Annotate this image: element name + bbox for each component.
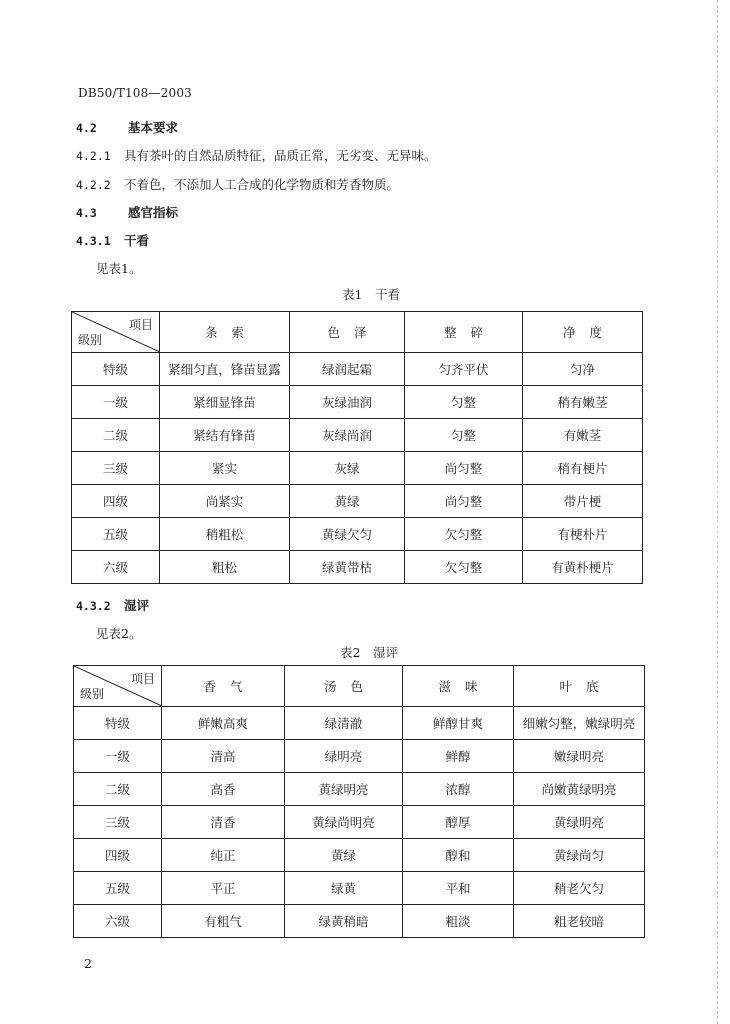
table-cell: 匀整 — [405, 419, 523, 452]
section-title: 湿评 — [124, 598, 150, 613]
section-title: 基本要求 — [128, 120, 179, 135]
grade-cell: 五级 — [74, 872, 162, 905]
table-cell: 嫩绿明亮 — [514, 740, 645, 773]
table-row — [72, 551, 643, 584]
table-cell: 粗老较暗 — [514, 905, 645, 938]
table-cell: 欠匀整 — [405, 518, 523, 551]
table-cell: 黄绿欠匀 — [290, 518, 405, 551]
table-cell: 纯正 — [162, 839, 285, 872]
section-number: 4.2.1 — [76, 149, 111, 163]
table-cell: 有梗朴片 — [523, 518, 643, 551]
table-cell: 紧实 — [160, 452, 290, 485]
corner-label-items: 项目 — [128, 318, 153, 332]
section-number: 4.3.1 — [76, 234, 111, 248]
grade-cell: 四级 — [74, 839, 162, 872]
section-4-2-heading — [76, 118, 178, 136]
table-cell: 尚匀整 — [405, 485, 523, 518]
table-cell: 紧结有锋苗 — [160, 419, 290, 452]
table-row — [74, 806, 645, 839]
table-cell: 粗松 — [160, 551, 290, 584]
section-4-3-1-heading — [76, 231, 149, 249]
table-corner-cell — [74, 666, 162, 707]
table-header-row — [74, 666, 645, 707]
table-row — [72, 518, 643, 551]
table-cell: 稍有梗片 — [523, 452, 643, 485]
table-cell: 稍粗松 — [160, 518, 290, 551]
table-cell: 绿黄 — [285, 872, 403, 905]
table-cell: 紧细匀直，锋苗显露 — [160, 353, 290, 386]
table-cell: 灰绿油润 — [290, 386, 405, 419]
grade-cell: 二级 — [72, 419, 160, 452]
table-cell: 清香 — [162, 806, 285, 839]
section-title: 感官指标 — [128, 205, 179, 220]
table-row — [74, 839, 645, 872]
table-corner-cell — [72, 312, 160, 353]
table-cell: 绿清澈 — [285, 707, 403, 740]
column-header: 净度 — [523, 312, 643, 353]
table-cell: 尚匀整 — [405, 452, 523, 485]
table-cell: 清高 — [162, 740, 285, 773]
table-row — [74, 872, 645, 905]
table-cell: 匀整 — [405, 386, 523, 419]
table-cell: 醇和 — [403, 839, 514, 872]
grade-cell: 一级 — [74, 740, 162, 773]
table-cell: 黄绿明亮 — [514, 806, 645, 839]
table-cell: 粗淡 — [403, 905, 514, 938]
table-cell: 稍老欠匀 — [514, 872, 645, 905]
table1-reference: 见表1。 — [96, 261, 142, 276]
table-cell: 绿明亮 — [285, 740, 403, 773]
page-edge-line — [717, 0, 718, 1024]
table-cell: 带片梗 — [523, 485, 643, 518]
section-4-2-1 — [76, 146, 437, 164]
column-header: 叶底 — [514, 666, 645, 707]
column-header: 色泽 — [290, 312, 405, 353]
table-cell: 黄绿尚匀 — [514, 839, 645, 872]
section-4-3-2-heading — [76, 596, 149, 614]
table-cell: 鲜嫩高爽 — [162, 707, 285, 740]
section-4-2-2 — [76, 175, 399, 193]
grade-cell: 六级 — [72, 551, 160, 584]
table-row — [72, 353, 643, 386]
table-cell: 灰绿尚润 — [290, 419, 405, 452]
column-header: 香气 — [162, 666, 285, 707]
table-cell: 绿黄带枯 — [290, 551, 405, 584]
column-header: 整碎 — [405, 312, 523, 353]
grade-cell: 特级 — [74, 707, 162, 740]
table-cell: 绿润起霜 — [290, 353, 405, 386]
table-row — [72, 452, 643, 485]
table-cell: 高香 — [162, 773, 285, 806]
column-header: 条索 — [160, 312, 290, 353]
table-row — [72, 485, 643, 518]
grade-cell: 四级 — [72, 485, 160, 518]
corner-label-grade: 级别 — [78, 333, 103, 347]
table1-caption: 表1 干看 — [342, 287, 400, 302]
grade-cell: 三级 — [74, 806, 162, 839]
table-cell: 匀齐平伏 — [405, 353, 523, 386]
corner-label-items: 项目 — [130, 672, 155, 686]
table-row — [72, 419, 643, 452]
table-row — [74, 707, 645, 740]
table1-dry-appearance — [71, 311, 643, 584]
table-cell: 稍有嫩茎 — [523, 386, 643, 419]
table-cell: 灰绿 — [290, 452, 405, 485]
table-header-row — [72, 312, 643, 353]
table-cell: 尚紧实 — [160, 485, 290, 518]
table-cell: 黄绿 — [285, 839, 403, 872]
section-4-3-heading — [76, 203, 178, 221]
table-cell: 有粗气 — [162, 905, 285, 938]
grade-cell: 六级 — [74, 905, 162, 938]
table-cell: 黄绿 — [290, 485, 405, 518]
table-cell: 匀净 — [523, 353, 643, 386]
table-cell: 紧细显锋苗 — [160, 386, 290, 419]
table-cell: 鲜醇甘爽 — [403, 707, 514, 740]
grade-cell: 三级 — [72, 452, 160, 485]
table2-reference: 见表2。 — [96, 626, 142, 641]
table2-caption: 表2 湿评 — [340, 645, 398, 660]
section-text: 具有茶叶的自然品质特征，品质正常，无劣变、无异味。 — [124, 148, 437, 163]
section-number: 4.2 — [76, 121, 97, 135]
section-text: 不着色，不添加人工合成的化学物质和芳香物质。 — [124, 177, 400, 192]
grade-cell: 特级 — [72, 353, 160, 386]
column-header: 汤色 — [285, 666, 403, 707]
table-cell: 有嫩茎 — [523, 419, 643, 452]
section-number: 4.3.2 — [76, 599, 111, 613]
table2-wet-evaluation — [73, 665, 645, 938]
table-cell: 浓醇 — [403, 773, 514, 806]
grade-cell: 二级 — [74, 773, 162, 806]
table-cell: 绿黄稍暗 — [285, 905, 403, 938]
table-cell: 黄绿尚明亮 — [285, 806, 403, 839]
grade-cell: 五级 — [72, 518, 160, 551]
column-header: 滋味 — [403, 666, 514, 707]
table-cell: 细嫩匀整，嫩绿明亮 — [514, 707, 645, 740]
corner-label-grade: 级别 — [80, 687, 105, 701]
section-title: 干看 — [124, 233, 150, 248]
section-number: 4.3 — [76, 206, 97, 220]
table-cell: 有黄朴梗片 — [523, 551, 643, 584]
grade-cell: 一级 — [72, 386, 160, 419]
table-cell: 鲜醇 — [403, 740, 514, 773]
table-row — [74, 905, 645, 938]
table-cell: 黄绿明亮 — [285, 773, 403, 806]
table-row — [72, 386, 643, 419]
table-cell: 醇厚 — [403, 806, 514, 839]
table-cell: 欠匀整 — [405, 551, 523, 584]
table-cell: 尚嫩黄绿明亮 — [514, 773, 645, 806]
section-number: 4.2.2 — [76, 178, 111, 192]
table-cell: 平和 — [403, 872, 514, 905]
table-row — [74, 740, 645, 773]
table-row — [74, 773, 645, 806]
table-cell: 平正 — [162, 872, 285, 905]
document-id: DB50/T108—2003 — [78, 86, 192, 100]
page-number: 2 — [84, 956, 92, 971]
